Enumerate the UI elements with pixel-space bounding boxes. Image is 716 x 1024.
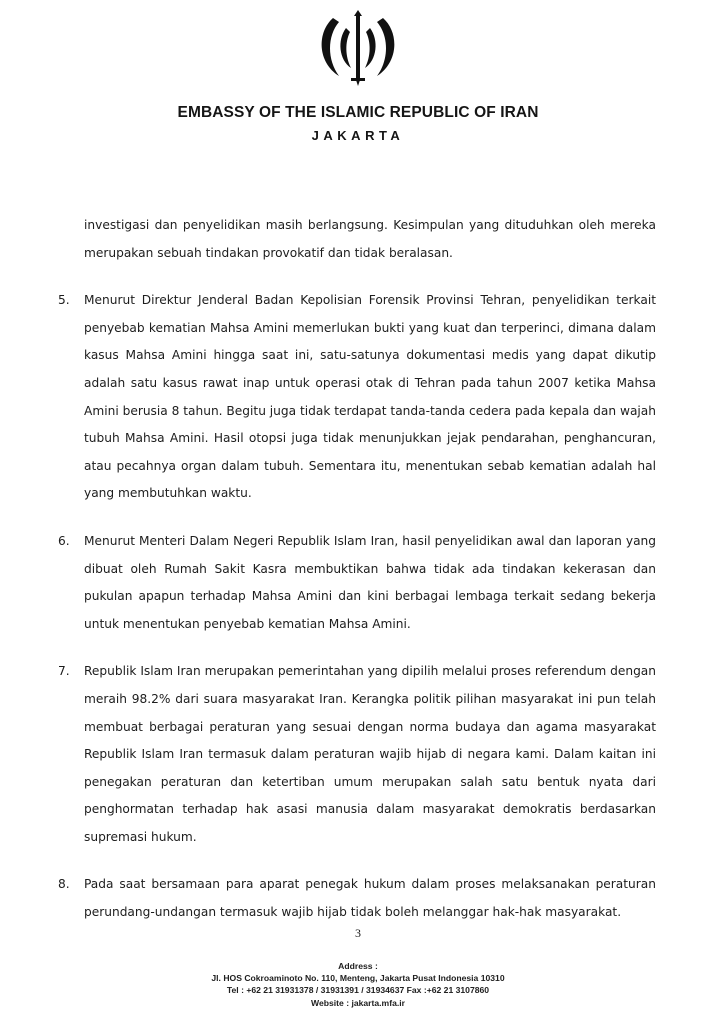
embassy-city: JAKARTA bbox=[311, 128, 405, 143]
footer-address-block bbox=[0, 960, 716, 1009]
contact-line: Tel : +62 21 31931378 / 31931391 / 31934637 Fax :+62 21 3107860 bbox=[226, 985, 490, 996]
address-label: Address : bbox=[338, 961, 378, 971]
website-line: Website : jakarta.mfa.ir bbox=[311, 997, 405, 1008]
item-number: 5. bbox=[58, 293, 70, 308]
list-item bbox=[58, 658, 656, 851]
iran-emblem-icon bbox=[313, 10, 403, 90]
address-line: Jl. HOS Cokroaminoto No. 110, Menteng, Jakarta Pusat Indonesia 10310 bbox=[211, 973, 505, 984]
item-number: 7. bbox=[58, 664, 70, 679]
item-text: Republik Islam Iran merupakan pemerintahan yang dipilih melalui proses referendum dengan meraih 98.2% dari suara masyarakat Iran. Kerangka politik pilihan masyarakat ini pun telah membuat berbagai peraturan yang sesuai dengan norma budaya dan agama masyarakat Republik Islam Iran termasuk dalam peraturan wajib hijab di negara kami. Dalam kaitan ini penegakan peraturan dan ketertiban umum merupakan salah satu bentuk nyata dari penghormatan terhadap hak asasi manusia dalam masyarakat demokratis berdasarkan supremasi hukum. bbox=[84, 664, 656, 844]
list-item bbox=[58, 871, 656, 926]
list-item bbox=[58, 287, 656, 508]
letter-body bbox=[58, 212, 656, 947]
item-number: 6. bbox=[58, 533, 70, 548]
item-number: 8. bbox=[58, 877, 70, 892]
embassy-title: EMBASSY OF THE ISLAMIC REPUBLIC OF IRAN bbox=[177, 104, 539, 121]
item-text: Menurut Direktur Jenderal Badan Kepolisian Forensik Provinsi Tehran, penyelidikan terkait penyebab kematian Mahsa Amini memerlukan bukti yang kuat dan terperinci, dimana dalam kasus Mahsa Amini hingga saat ini, satu-satunya dokumentasi medis yang dapat dikutip adalah satu kasus rawat inap untuk operasi otak di Tehran pada tahun 2007 ketika Mahsa Amini berusia 8 tahun. Begitu juga tidak terdapat tanda-tanda cedera pada kepala dan wajah tubuh Mahsa Amini. Hasil otopsi juga tidak menunjukkan jejak pendarahan, penghancuran, atau pecahnya organ dalam tubuh. Sementara itu, menentukan sebab kematian adalah hal yang membutuhkan waktu. bbox=[84, 293, 656, 501]
list-item bbox=[58, 528, 656, 638]
item-text: Menurut Menteri Dalam Negeri Republik Islam Iran, hasil penyelidikan awal dan laporan yang dibuat oleh Rumah Sakit Kasra membuktikan bahwa tidak ada tindakan kekerasan dan pukulan apapun terhadap Mahsa Amini dan kini berbagai lembaga terkait sedang bekerja untuk menentukan penyebab kematian Mahsa Amini. bbox=[84, 533, 656, 631]
continuation-paragraph: investigasi dan penyelidikan masih berlangsung. Kesimpulan yang dituduhkan oleh mereka merupakan sebuah tindakan provokatif dan tidak beralasan. bbox=[84, 218, 656, 260]
page-number: 3 bbox=[355, 926, 361, 940]
item-text: Pada saat bersamaan para aparat penegak hukum dalam proses melaksanakan peraturan perundang-undangan termasuk wajib hijab tidak boleh melanggar hak-hak masyarakat. bbox=[84, 877, 656, 920]
